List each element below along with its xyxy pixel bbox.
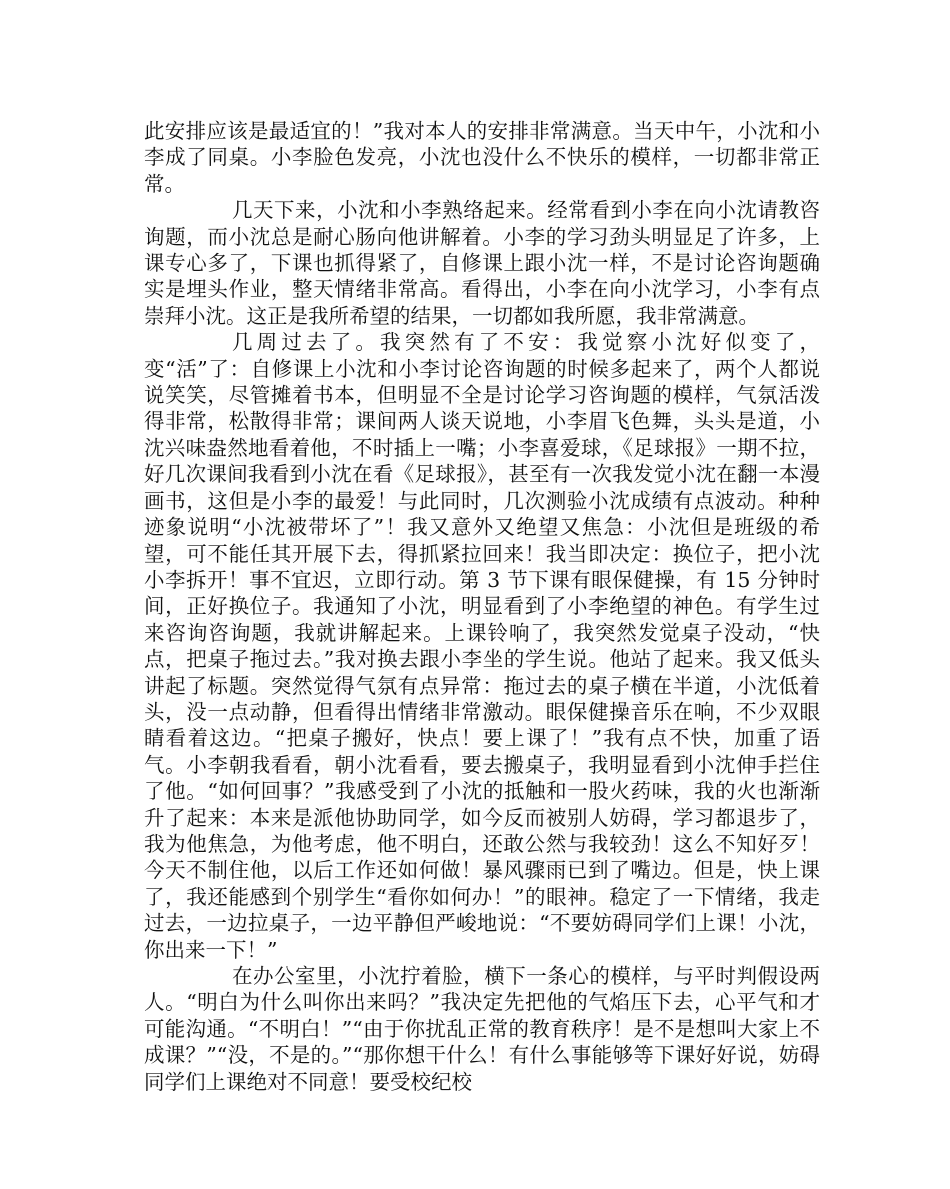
paragraph-continuation: 此安排应该是最适宜的！”我对本人的安排非常满意。当天中午，小沈和小李成了同桌。小李脸色发亮，小沈也没什么不快乐的模样，一切都非常正常。 — [144, 119, 820, 196]
paragraph: 在办公室里，小沈拧着脸，横下一条心的模样，与平时判假设两人。“明白为什么叫你出来吗？”我决定先把他的气焰压下去，心平气和才可能沟通。“不明白！”“由于你扰乱正常的教育秩序！是不是想叫大家上不成课？”“没，不是的。”“那你想干什么！有什么事能够等下课好好说，妨碍同学们上课绝对不同意！要受校纪校 — [144, 964, 820, 1094]
paragraph: 几天下来，小沈和小李熟络起来。经常看到小李在向小沈请教咨询题，而小沈总是耐心肠向他讲解着。小李的学习劲头明显足了许多，上课专心多了，下课也抓得紧了，自修课上跟小沈一样，不是讨论咨询题确实是埋头作业，整天情绪非常高。看得出，小李在向小沈学习，小李有点崇拜小沈。这正是我所希望的结果，一切都如我所愿，我非常满意。 — [144, 198, 820, 328]
document-body — [144, 118, 820, 1095]
paragraph: 几周过去了。我突然有了不安：我觉察小沈好似变了，变“活”了：自修课上小沈和小李讨论咨询题的时候多起来了，两个人都说说笑笑，尽管摊着书本，但明显不全是讨论学习咨询题的模样，气氛活泼得非常，松散得非常；课间两人谈天说地，小李眉飞色舞，头头是道，小沈兴味盎然地看着他，不时插上一嘴；小李喜爱球，《足球报》一期不拉，好几次课间我看到小沈在看《足球报》，甚至有一次我发觉小沈在翻一本漫画书，这但是小李的最爱！与此同时，几次测验小沈成绩有点波动。种种迹象说明“小沈被带坏了”！我又意外又绝望又焦急：小沈但是班级的希望，可不能任其开展下去，得抓紧拉回来！我当即决定：换位子，把小沈小李拆开！事不宜迟，立即行动。第 3 节下课有眼保健操，有 15 分钟时间，正好换位子。我通知了小沈，明显看到了小李绝望的神色。有学生过来咨询咨询题，我就讲解起来。上课铃响了，我突然发觉桌子没动，“快点，把桌子拖过去。”我对换去跟小李坐的学生说。他站了起来。我又低头讲起了标题。突然觉得气氛有点异常：拖过去的桌子横在半道，小沈低着头，没一点动静，但看得出情绪非常激动。眼保健操音乐在响，不少双眼睛看着这边。“把桌子搬好，快点！要上课了！”我有点不快，加重了语气。小李朝我看看，朝小沈看看，要去搬桌子，我明显看到小沈伸手拦住了他。“如何回事？”我感受到了小沈的抵触和一股火药味，我的火也渐渐升了起来：本来是派他协助同学，如今反而被别人妨碍，学习都退步了，我为他焦急，为他考虑，他不明白，还敢公然与我较劲！这么不知好歹！今天不制住他，以后工作还如何做！暴风骤雨已到了嘴边。但是，快上课了，我还能感到个别学生“看你如何办！”的眼神。稳定了一下情绪，我走过去，一边拉桌子，一边平静但严峻地说：“不要妨碍同学们上课！小沈，你出来一下！” — [144, 330, 820, 962]
